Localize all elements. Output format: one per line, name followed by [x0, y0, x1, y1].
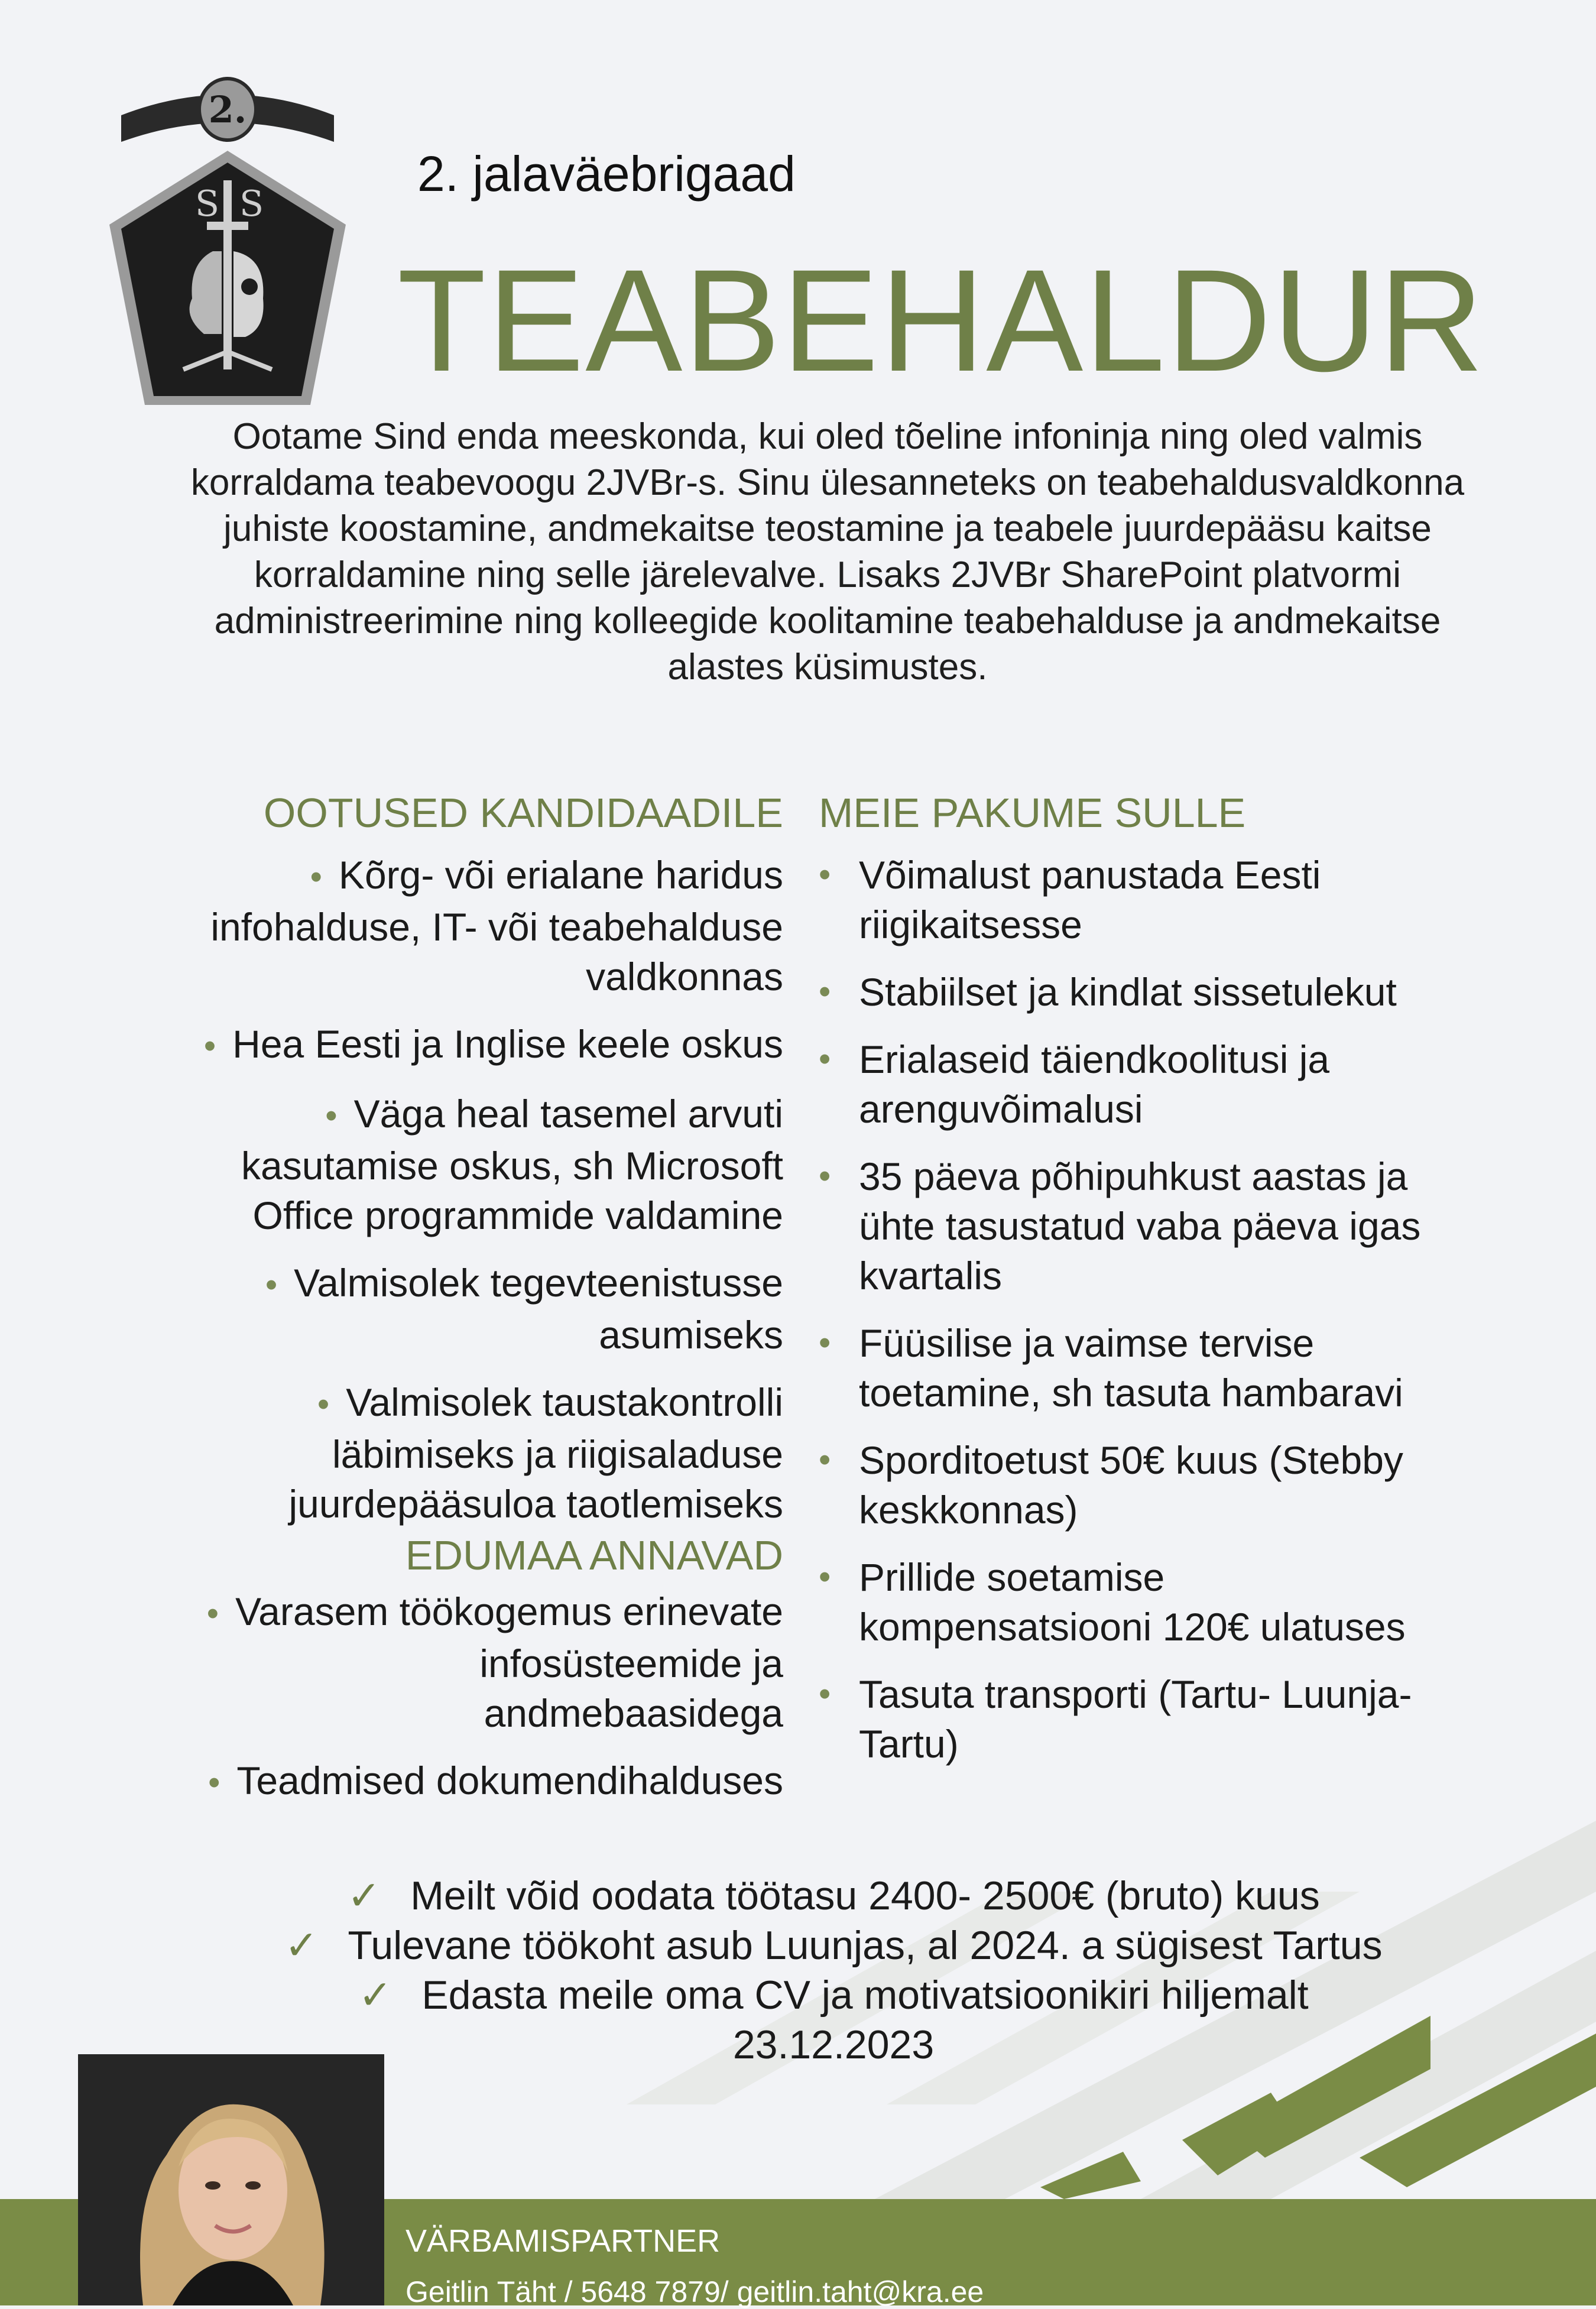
highlights-checklist: [177, 1871, 1490, 2070]
offer-heading: MEIE PAKUME SULLE: [819, 790, 1246, 836]
svg-text:S: S: [239, 183, 264, 225]
list-item: • Erialaseid täiendkoolitusi ja arenguvõimalusi: [819, 1034, 1487, 1134]
bullet-icon: •: [203, 1027, 216, 1065]
intro-line: korraldamine ning selle järelevalve. Lisaks 2JVBr SharePoint platvormi: [254, 554, 1402, 595]
recruiter-contact: Geitlin Täht / 5648 7879/ geitlin.taht@kra.ee: [406, 2275, 984, 2308]
recruiter-photo: [78, 2054, 384, 2305]
brigade-emblem-logo: [95, 74, 361, 411]
list-item: • Valmisolek tegevteenistusse asumiseks: [265, 1261, 783, 1357]
bullet-icon: •: [819, 1040, 831, 1078]
bullet-icon: •: [819, 855, 831, 894]
intro-line: alastes küsimustes.: [667, 647, 988, 687]
advantages-list: [118, 1587, 783, 1808]
bullet-icon: •: [325, 1097, 338, 1135]
bullet-icon: •: [819, 1675, 831, 1713]
list-item: • Kõrg- või erialane haridus infohalduse, IT- või teabehalduse valdkonnas: [210, 853, 783, 998]
list-item: • Stabiilset ja kindlat sissetulekut: [819, 967, 1487, 1017]
svg-text:S: S: [195, 183, 220, 225]
list-item: • Varasem töökogemus erinevate infosüsteemide ja andmebaasidega: [206, 1590, 783, 1735]
check-item: ✓ Edasta meile oma CV ja motivatsioonikiri hiljemalt: [358, 1973, 1309, 2018]
list-item: • Füüsilise ja vaimse tervise toetamine, sh tasuta hambaravi: [819, 1318, 1487, 1418]
deadline-date: 23.12.2023: [732, 2022, 935, 2067]
bullet-icon: •: [206, 1594, 219, 1633]
checkmark-icon: ✓: [347, 1873, 381, 1918]
bullet-icon: •: [819, 1324, 831, 1362]
recruiter-label: VÄRBAMISPARTNER: [406, 2223, 721, 2259]
emblem-number: 2.: [208, 88, 247, 131]
requirements-heading: OOTUSED KANDIDAADILE: [263, 790, 783, 836]
list-item: • 35 päeva põhipuhkust aastas ja ühte tasustatud vaba päeva igas kvartalis: [819, 1152, 1487, 1301]
intro-line: juhiste koostamine, andmekaitse teostamine ja teabele juurdepääsu kaitse: [223, 508, 1432, 549]
bullet-icon: •: [819, 1441, 831, 1479]
intro-line: administreerimine ning kolleegide koolitamine teabehalduse ja andmekaitse: [214, 601, 1441, 641]
check-item: ✓ Meilt võid oodata töötasu 2400- 2500€ (bruto) kuus: [347, 1873, 1320, 1918]
bullet-icon: •: [819, 1558, 831, 1596]
brigade-name: 2. jalaväebrigaad: [417, 146, 796, 202]
offer-column: [819, 786, 1487, 1786]
check-item: ✓ Tulevane töökoht asub Luunjas, al 2024. a sügisest Tartus: [284, 1923, 1383, 1968]
bullet-icon: •: [819, 1157, 831, 1195]
requirements-list: [118, 850, 783, 1529]
requirements-column: [118, 786, 783, 1825]
intro-line: Ootame Sind enda meeskonda, kui oled tõeline infoninja ning oled valmis: [232, 416, 1423, 457]
list-item: • Hea Eesti ja Inglise keele oskus: [203, 1022, 783, 1066]
list-item: • Teadmised dokumendihalduses: [208, 1759, 783, 1802]
bullet-icon: •: [310, 858, 322, 896]
intro-paragraph: [142, 414, 1513, 690]
list-item: • Väga heal tasemel arvuti kasutamise oskus, sh Microsoft Office programmide valdamine: [241, 1092, 783, 1237]
advantages-heading: EDUMAA ANNAVAD: [405, 1532, 783, 1578]
checkmark-icon: ✓: [284, 1923, 319, 1968]
list-item: • Tasuta transporti (Tartu- Luunja- Tartu): [819, 1669, 1487, 1769]
list-item: • Võimalust panustada Eesti riigikaitsesse: [819, 850, 1487, 949]
list-item: • Valmisolek taustakontrolli läbimiseks ja riigisaladuse juurdepääsuloa taotlemiseks: [288, 1380, 783, 1526]
bullet-icon: •: [265, 1266, 278, 1304]
list-item: • Prillide soetamise kompensatsiooni 120€ ulatuses: [819, 1552, 1487, 1652]
bullet-icon: •: [819, 972, 831, 1011]
bullet-icon: •: [208, 1763, 220, 1802]
job-title: TEABEHALDUR: [397, 239, 1485, 402]
bullet-icon: •: [317, 1385, 330, 1423]
intro-line: korraldama teabevoogu 2JVBr-s. Sinu ülesanneteks on teabehaldusvaldkonna: [190, 462, 1465, 503]
list-item: • Sporditoetust 50€ kuus (Stebby keskkonnas): [819, 1435, 1487, 1535]
checkmark-icon: ✓: [358, 1973, 392, 2018]
offer-list: [819, 850, 1487, 1769]
